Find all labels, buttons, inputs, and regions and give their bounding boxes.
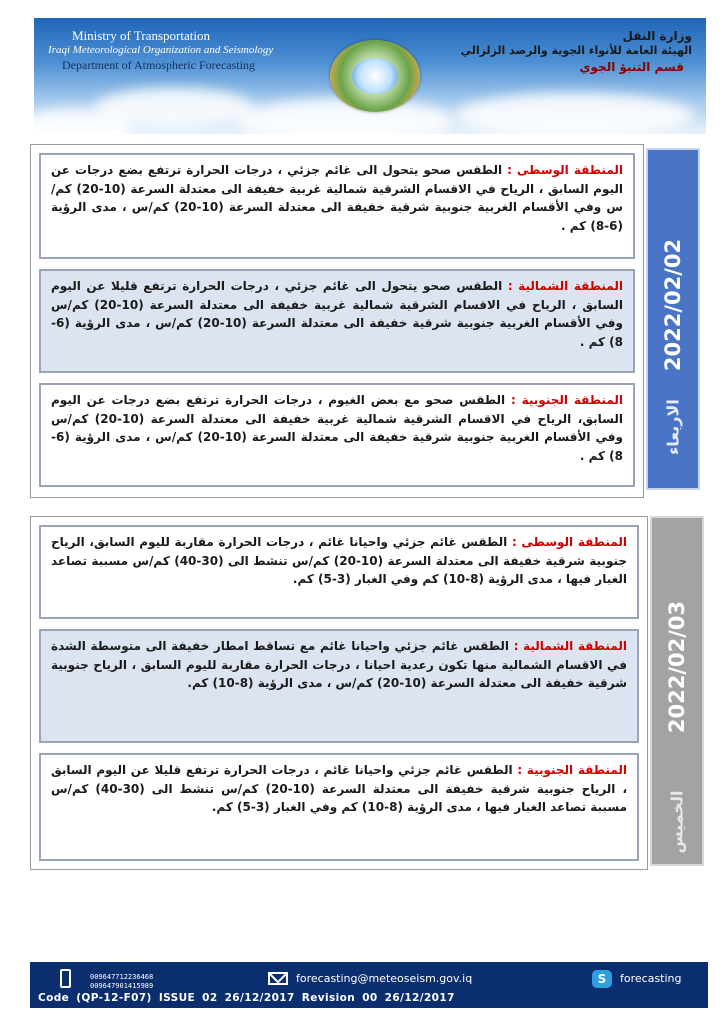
region-forecast-text: الطقس صحو يتحول الى غائم جزئي ، درجات الحرارة ترتفع بضع درجات عن اليوم السابق ، الرياح في الاقسام الشرقية شمالية غربية خفيفة الى معتدلة السرعة (10-20) كم/س وفي الأقسام الغربية جنوبية شرقية خفيفة الى معتدلة السرعة (10-20) كم/س ، مدى الرؤية (6-8) كم . [51, 163, 624, 233]
skype-handle: forecasting [620, 972, 682, 985]
phone-number: 009647901415989 [90, 982, 154, 990]
region-forecast-text: الطقس غائم جزئي واحيانا غائم ، درجات الحرارة ترتفع قليلا عن اليوم السابق ، الرياح جنوبية شرقية خفيفة الى معتدلة السرعة (10-20) كم/س تنشط الى (30-40) كم/س مسببة تصاعد الغبار فيها ، مدى الرؤية (8-10) كم وفي الغبار (3-5) كم. [51, 763, 628, 815]
region-label: المنطقة الجنوبية : [511, 393, 623, 407]
region-label: المنطقة الجنوبية : [517, 763, 627, 777]
region-forecast-central [39, 153, 635, 259]
organization-logo [330, 40, 420, 112]
region-forecast-central [39, 525, 639, 619]
region-forecast-north [39, 269, 635, 373]
phone-number: 009647712236468 [90, 973, 154, 981]
region-forecast-south [39, 383, 635, 487]
region-label: المنطقة الشمالية : [513, 639, 627, 653]
region-forecast-text: الطقس صحو مع بعض الغيوم ، درجات الحرارة ترتفع بضع درجات عن اليوم السابق، الرياح في الاقسام الشرقية شمالية غربية خفيفة الى معتدلة السرعة (10-20) كم/س وفي الأقسام الغربية جنوبية شرقية خفيفة الى معتدلة السرعة (10-20) كم/س ، مدى الرؤية (6-8) كم . [51, 393, 623, 463]
skype-icon: S [592, 970, 612, 988]
day-forecast-section [30, 516, 648, 870]
phone-icon [60, 969, 71, 988]
envelope-icon [268, 972, 288, 985]
cloud-decoration [454, 93, 694, 134]
organization-name-ar: الهيئة العامة للأنواء الجوية والرصد الزلزالي [460, 44, 692, 58]
region-label: المنطقة الوسطى : [511, 535, 627, 549]
organization-name-en: Iraqi Meteorological Organization and Seismology [48, 44, 274, 57]
cloud-decoration [234, 98, 454, 134]
forecast-day-name: الاربعاء [663, 399, 683, 456]
forecast-date: 2022/02/03 [665, 600, 689, 733]
header-arabic [461, 28, 692, 75]
department-name-ar: قسم التنبؤ الجوي [579, 60, 684, 75]
region-forecast-text: الطقس صحو يتحول الى غائم جزئي ، درجات الحرارة ترتفع قليلا عن اليوم السابق ، الرياح في الاقسام الشرقية شمالية غربية خفيفة الى معتدلة السرعة (10-20) كم/س وفي الأقسام الغربية جنوبية شرقية خفيفة الى معتدلة السرعة (10-20) كم/س ، مدى الرؤية (6-8) كم . [51, 279, 623, 349]
footer-bar [30, 962, 708, 1008]
region-forecast-text: الطقس غائم جزئي واحيانا غائم مع تساقط امطار خفيفة الى متوسطة الشدة في الاقسام الشمالية منها تكون رعدية احيانا ، درجات الحرارة مقاربة لليوم السابق ، الرياح جنوبية شرقية خفيفة الى معتدلة السرعة (10-20) كم/س ، مدى الرؤية (8-10) كم. [51, 639, 627, 691]
email-address[interactable]: forecasting@meteoseism.gov.iq [296, 972, 473, 985]
region-label: المنطقة الوسطى : [507, 163, 623, 177]
ministry-name-en: Ministry of Transportation [72, 28, 210, 43]
ministry-name-ar: وزارة النقل [622, 29, 692, 43]
region-forecast-south [39, 753, 639, 861]
phone-numbers [90, 973, 153, 991]
header-banner [34, 18, 706, 134]
forecast-date: 2022/02/02 [661, 239, 685, 372]
logo-emblem [352, 58, 398, 94]
document-code-line: Code (QP-12-F07) ISSUE 02 26/12/2017 Revision 00 26/12/2017 [38, 992, 455, 1004]
forecast-day-name: الخميس [667, 791, 687, 854]
day-forecast-section [30, 144, 644, 498]
day-tab [646, 148, 700, 490]
region-forecast-text: الطقس غائم جزئي واحيانا غائم ، درجات الحرارة مقاربة لليوم السابق، الرياح جنوبية شرقية خفيفة الى معتدلة السرعة (10-20) كم/س تنشط الى (30-40) كم/س مسببة تصاعد الغبار فيها ، مدى الرؤية (8-10) كم وفي الغبار (3-5) كم. [51, 535, 628, 587]
department-name-en: Department of Atmospheric Forecasting [62, 58, 255, 72]
day-tab [650, 516, 704, 866]
header-english [48, 28, 273, 73]
region-label: المنطقة الشمالية : [507, 279, 623, 293]
region-forecast-north [39, 629, 639, 743]
